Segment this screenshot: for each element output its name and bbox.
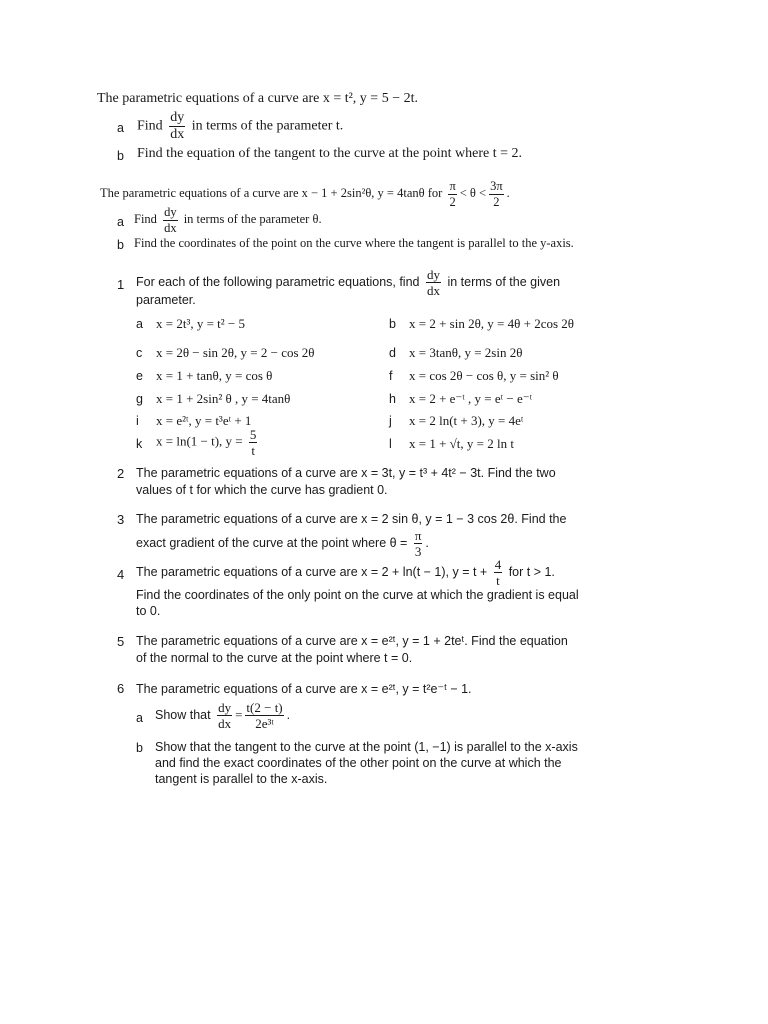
ex3-line-2-text: exact gradient of the curve at the point where θ = <box>136 535 408 550</box>
q1-a-pre: Find <box>137 118 163 134</box>
part-equation: x = 2 ln(t + 3), y = 4eᵗ <box>409 413 524 428</box>
exercise-6b-line-3: tangent is parallel to the x-axis. <box>155 772 328 786</box>
exercise-number-5: 5 <box>117 634 125 649</box>
exercise-number-6: 6 <box>117 681 125 696</box>
part-equation: x = 1 + 2sin² θ , y = 4tanθ <box>156 391 291 406</box>
exercise-1-line-2: parameter. <box>136 293 196 307</box>
exercise-3-line-2 <box>136 529 429 558</box>
ex4-post: for t > 1. <box>508 564 555 579</box>
frac-numerator: t(2 − t) <box>246 700 283 715</box>
frac-denominator: t <box>496 573 500 588</box>
frac-denominator: dx <box>426 283 440 298</box>
part-equation-k <box>156 428 260 457</box>
part-label: f <box>389 369 393 383</box>
ex1-post: in terms of the given <box>447 274 561 289</box>
exercise-5-line-1: The parametric equations of a curve are x = e²ᵗ, y = 1 + 2teᵗ. Find the equation <box>136 634 568 648</box>
q2-a-label: a <box>117 215 124 229</box>
exercise-number-2: 2 <box>117 466 125 481</box>
exercise-5-line-2: of the normal to the curve at the point where t = 0. <box>136 651 413 665</box>
exercise-3-line-1: The parametric equations of a curve are x = 2 sin θ, y = 1 − 3 cos 2θ. Find the <box>136 512 567 526</box>
result-fraction <box>245 701 283 730</box>
frac-denominator: dx <box>164 220 177 235</box>
part-label: k <box>136 437 143 451</box>
ex6-a-label: a <box>136 711 143 725</box>
frac-numerator: dy <box>164 205 177 219</box>
exercise-2-line-1: The parametric equations of a curve are x = 3t, y = t³ + 4t² − 3t. Find the two <box>136 466 556 480</box>
part-label: a <box>136 317 143 331</box>
q2-b-label: b <box>117 238 124 252</box>
q1-a-text <box>137 111 343 142</box>
q2-stem-pre: The parametric equations of a curve are x − 1 + 2sin²θ, y = 4tanθ for <box>100 185 443 200</box>
dy-dx-fraction <box>426 268 441 297</box>
ex4-pre: The parametric equations of a curve are x = 2 + ln(t − 1), y = t + <box>136 564 488 579</box>
part-equation: x = 2θ − sin 2θ, y = 2 − cos 2θ <box>156 345 315 360</box>
frac-numerator: 4 <box>494 557 502 572</box>
dy-dx-fraction <box>169 111 185 142</box>
exercise-6b-line-1: Show that the tangent to the curve at the point (1, −1) is parallel to the x-axis <box>155 740 578 754</box>
frac-denominator: 2 <box>493 194 500 209</box>
frac-numerator: π <box>449 179 456 193</box>
part-label: g <box>136 392 143 406</box>
exercise-6b-line-2: and find the exact coordinates of the other point on the curve at which the <box>155 756 562 770</box>
ex6a-end: . <box>286 707 291 722</box>
exercise-1-line-1 <box>136 268 560 297</box>
frac-numerator: dy <box>426 267 440 282</box>
part-label: e <box>136 369 143 383</box>
exercise-4-line-1 <box>136 558 555 587</box>
q2-a-post: in terms of the parameter θ. <box>183 211 322 226</box>
q2-end: . <box>506 185 510 200</box>
exercise-4-line-2: Find the coordinates of the only point on the curve at which the gradient is equal <box>136 588 579 602</box>
frac-denominator: 2e³ᵗ <box>255 716 274 731</box>
frac-denominator: dx <box>218 716 232 731</box>
frac-denominator: dx <box>170 127 185 142</box>
part-k-pre: x = ln(1 − t), y = <box>156 433 243 449</box>
frac-numerator: 5 <box>249 427 257 442</box>
exercise-2-line-2: values of t for which the curve has gradient 0. <box>136 483 388 497</box>
part-equation: x = 2 + e⁻ᵗ , y = eᵗ − e⁻ᵗ <box>409 391 533 406</box>
exercise-number-1: 1 <box>117 277 125 292</box>
five-over-t-fraction <box>249 428 258 457</box>
part-label: i <box>136 414 139 428</box>
ex3-end: . <box>425 535 429 550</box>
q1-stem: The parametric equations of a curve are x = t², y = 5 − 2t. <box>97 91 418 106</box>
part-equation: x = 2 + sin 2θ, y = 4θ + 2cos 2θ <box>409 316 575 331</box>
part-equation: x = 1 + tanθ, y = cos θ <box>156 368 273 383</box>
q1-a-label: a <box>117 121 124 135</box>
q2-b-text: Find the coordinates of the point on the curve where the tangent is parallel to the y-axis. <box>134 236 574 250</box>
q2-stem <box>100 180 510 208</box>
part-label: l <box>389 437 392 451</box>
q1-b-text: Find the equation of the tangent to the curve at the point where t = 2. <box>137 146 523 161</box>
part-equation: x = cos 2θ − cos θ, y = sin² θ <box>409 368 559 383</box>
ex1-pre: For each of the following parametric equations, find <box>136 274 420 289</box>
frac-numerator: 3π <box>490 179 503 193</box>
part-label: c <box>136 346 143 360</box>
frac-denominator: 2 <box>449 194 456 209</box>
four-over-t-fraction <box>494 558 503 587</box>
q2-a-pre: Find <box>134 211 157 226</box>
exercise-number-4: 4 <box>117 567 125 582</box>
exercise-6-line-1: The parametric equations of a curve are x = e²ᵗ, y = t²e⁻ᵗ − 1. <box>136 682 472 696</box>
ex6-b-label: b <box>136 741 143 755</box>
exercise-4-line-3: to 0. <box>136 604 161 618</box>
part-equation: x = e²ᵗ, y = t³eᵗ + 1 <box>156 413 252 428</box>
exercise-6a <box>155 701 290 730</box>
frac-numerator: π <box>414 528 422 543</box>
pi-over-3-fraction <box>414 529 423 558</box>
part-label: d <box>389 346 396 360</box>
frac-denominator: t <box>251 443 255 458</box>
frac-numerator: dy <box>170 110 185 125</box>
ex6a-pre: Show that <box>155 707 211 722</box>
part-equation: x = 2t³, y = t² − 5 <box>156 316 246 331</box>
part-equation: x = 1 + √t, y = 2 ln t <box>409 436 514 451</box>
q1-b-label: b <box>117 149 124 163</box>
part-label: h <box>389 392 396 406</box>
part-equation: x = 3tanθ, y = 2sin 2θ <box>409 345 523 360</box>
q1-a-post: in terms of the parameter t. <box>191 118 344 134</box>
frac-denominator: 3 <box>414 544 422 559</box>
3pi-over-2-fraction <box>489 180 504 208</box>
part-label: j <box>389 414 392 428</box>
dy-dx-fraction <box>217 701 232 730</box>
pi-over-2-fraction <box>448 180 456 208</box>
q2-a-text <box>134 206 322 234</box>
part-label: b <box>389 317 396 331</box>
frac-numerator: dy <box>218 700 232 715</box>
exercise-number-3: 3 <box>117 512 125 527</box>
ex6a-equals: = <box>235 706 243 722</box>
q2-ineq: < θ < <box>459 185 487 200</box>
dy-dx-fraction <box>163 206 178 234</box>
